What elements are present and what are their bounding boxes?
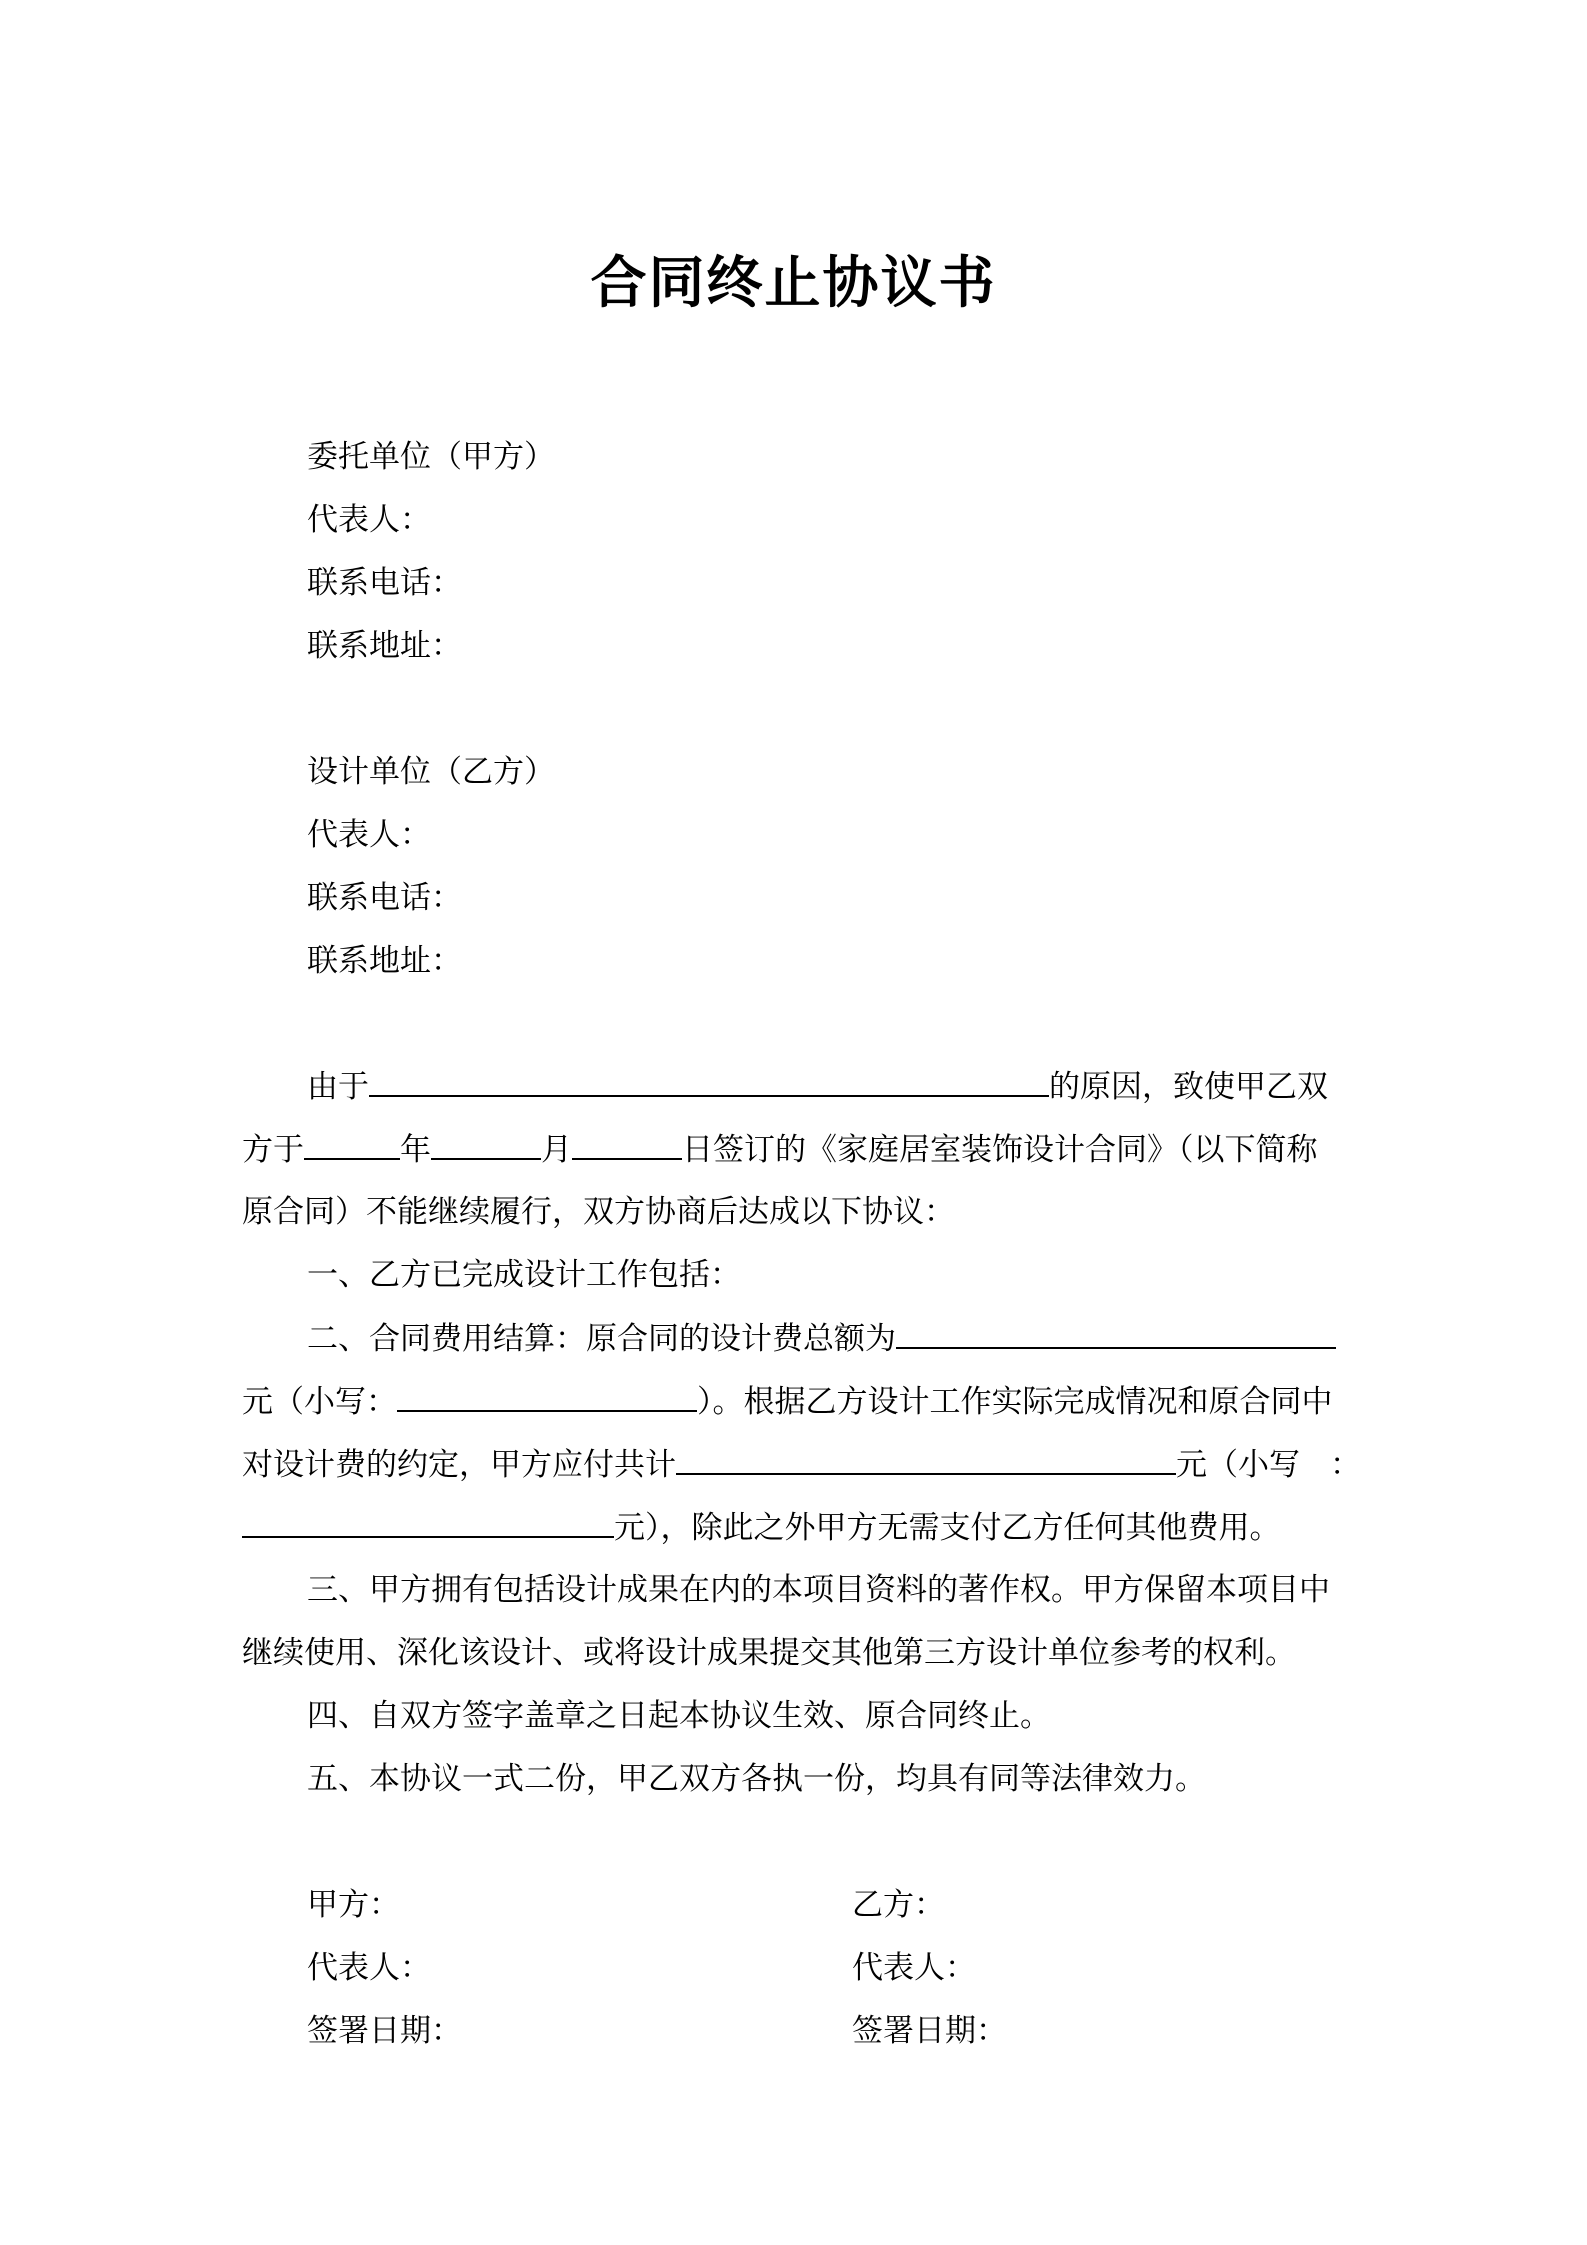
date-suffix: 日签订的《家庭居室装饰设计合同》（以下简称 (682, 1132, 1318, 1168)
reason-prefix: 由于 (307, 1069, 369, 1105)
sign-party-a: 甲方： (307, 1887, 400, 1923)
item-2-line-4 (242, 1505, 1281, 1550)
item-1: 一、乙方已完成设计工作包括： (307, 1257, 741, 1293)
year-label: 年 (400, 1132, 431, 1168)
body-line-2 (242, 1127, 1318, 1172)
item-2-text: 二、合同费用结算：原合同的设计费总额为 (307, 1321, 896, 1357)
total-fee-blank (896, 1316, 1336, 1349)
sign-party-b-date: 签署日期： (852, 2013, 1007, 2049)
item-2-l3-prefix: 对设计费的约定，甲方应付共计 (242, 1447, 676, 1483)
year-blank (304, 1127, 400, 1160)
reason-suffix: 的原因，致使甲乙双 (1049, 1069, 1328, 1105)
item-5: 五、本协议一式二份，甲乙双方各执一份，均具有同等法律效力。 (307, 1761, 1206, 1797)
payable-lowercase-blank (242, 1505, 614, 1538)
item-2-line-2 (242, 1379, 1333, 1424)
day-blank (572, 1127, 682, 1160)
body-line-1 (307, 1064, 1328, 1109)
party-b-representative: 代表人： (307, 817, 431, 853)
item-2-line-3 (242, 1442, 1361, 1487)
item-4: 四、自双方签字盖章之日起本协议生效、原合同终止。 (307, 1698, 1051, 1734)
sign-party-a-representative: 代表人： (307, 1950, 431, 1986)
party-b-heading: 设计单位（乙方） (307, 754, 555, 790)
party-a-heading: 委托单位（甲方） (307, 439, 555, 475)
item-3-line-1: 三、甲方拥有包括设计成果在内的本项目资料的著作权。甲方保留本项目中 (307, 1572, 1330, 1608)
date-prefix: 方于 (242, 1132, 304, 1168)
total-fee-lowercase-blank (397, 1379, 697, 1412)
item-2-line-1 (307, 1316, 1336, 1361)
sign-party-a-date: 签署日期： (307, 2013, 462, 2049)
item-2-l3-yuan: 元（小写 (1176, 1447, 1300, 1483)
party-a-representative: 代表人： (307, 502, 431, 538)
item-2-l3-colon: ： (1330, 1447, 1361, 1483)
month-label: 月 (541, 1132, 572, 1168)
month-blank (431, 1127, 541, 1160)
payable-blank (676, 1442, 1176, 1475)
item-2-l2-suffix: ）。根据乙方设计工作实际完成情况和原合同中 (697, 1384, 1333, 1420)
item-2-l2-prefix: 元（小写： (242, 1384, 397, 1420)
party-a-address: 联系地址： (307, 628, 462, 664)
sign-party-b-representative: 代表人： (852, 1950, 976, 1986)
reason-blank (369, 1064, 1049, 1097)
sign-party-b: 乙方： (852, 1887, 945, 1923)
party-a-phone: 联系电话： (307, 565, 462, 601)
party-b-address: 联系地址： (307, 943, 462, 979)
item-3-line-2: 继续使用、深化该设计、或将设计成果提交其他第三方设计单位参考的权利。 (242, 1635, 1296, 1671)
item-2-l4-suffix: 元），除此之外甲方无需支付乙方任何其他费用。 (614, 1510, 1281, 1546)
document-title: 合同终止协议书 (590, 250, 997, 316)
party-b-phone: 联系电话： (307, 880, 462, 916)
body-line-3: 原合同）不能继续履行，双方协商后达成以下协议： (242, 1194, 955, 1230)
